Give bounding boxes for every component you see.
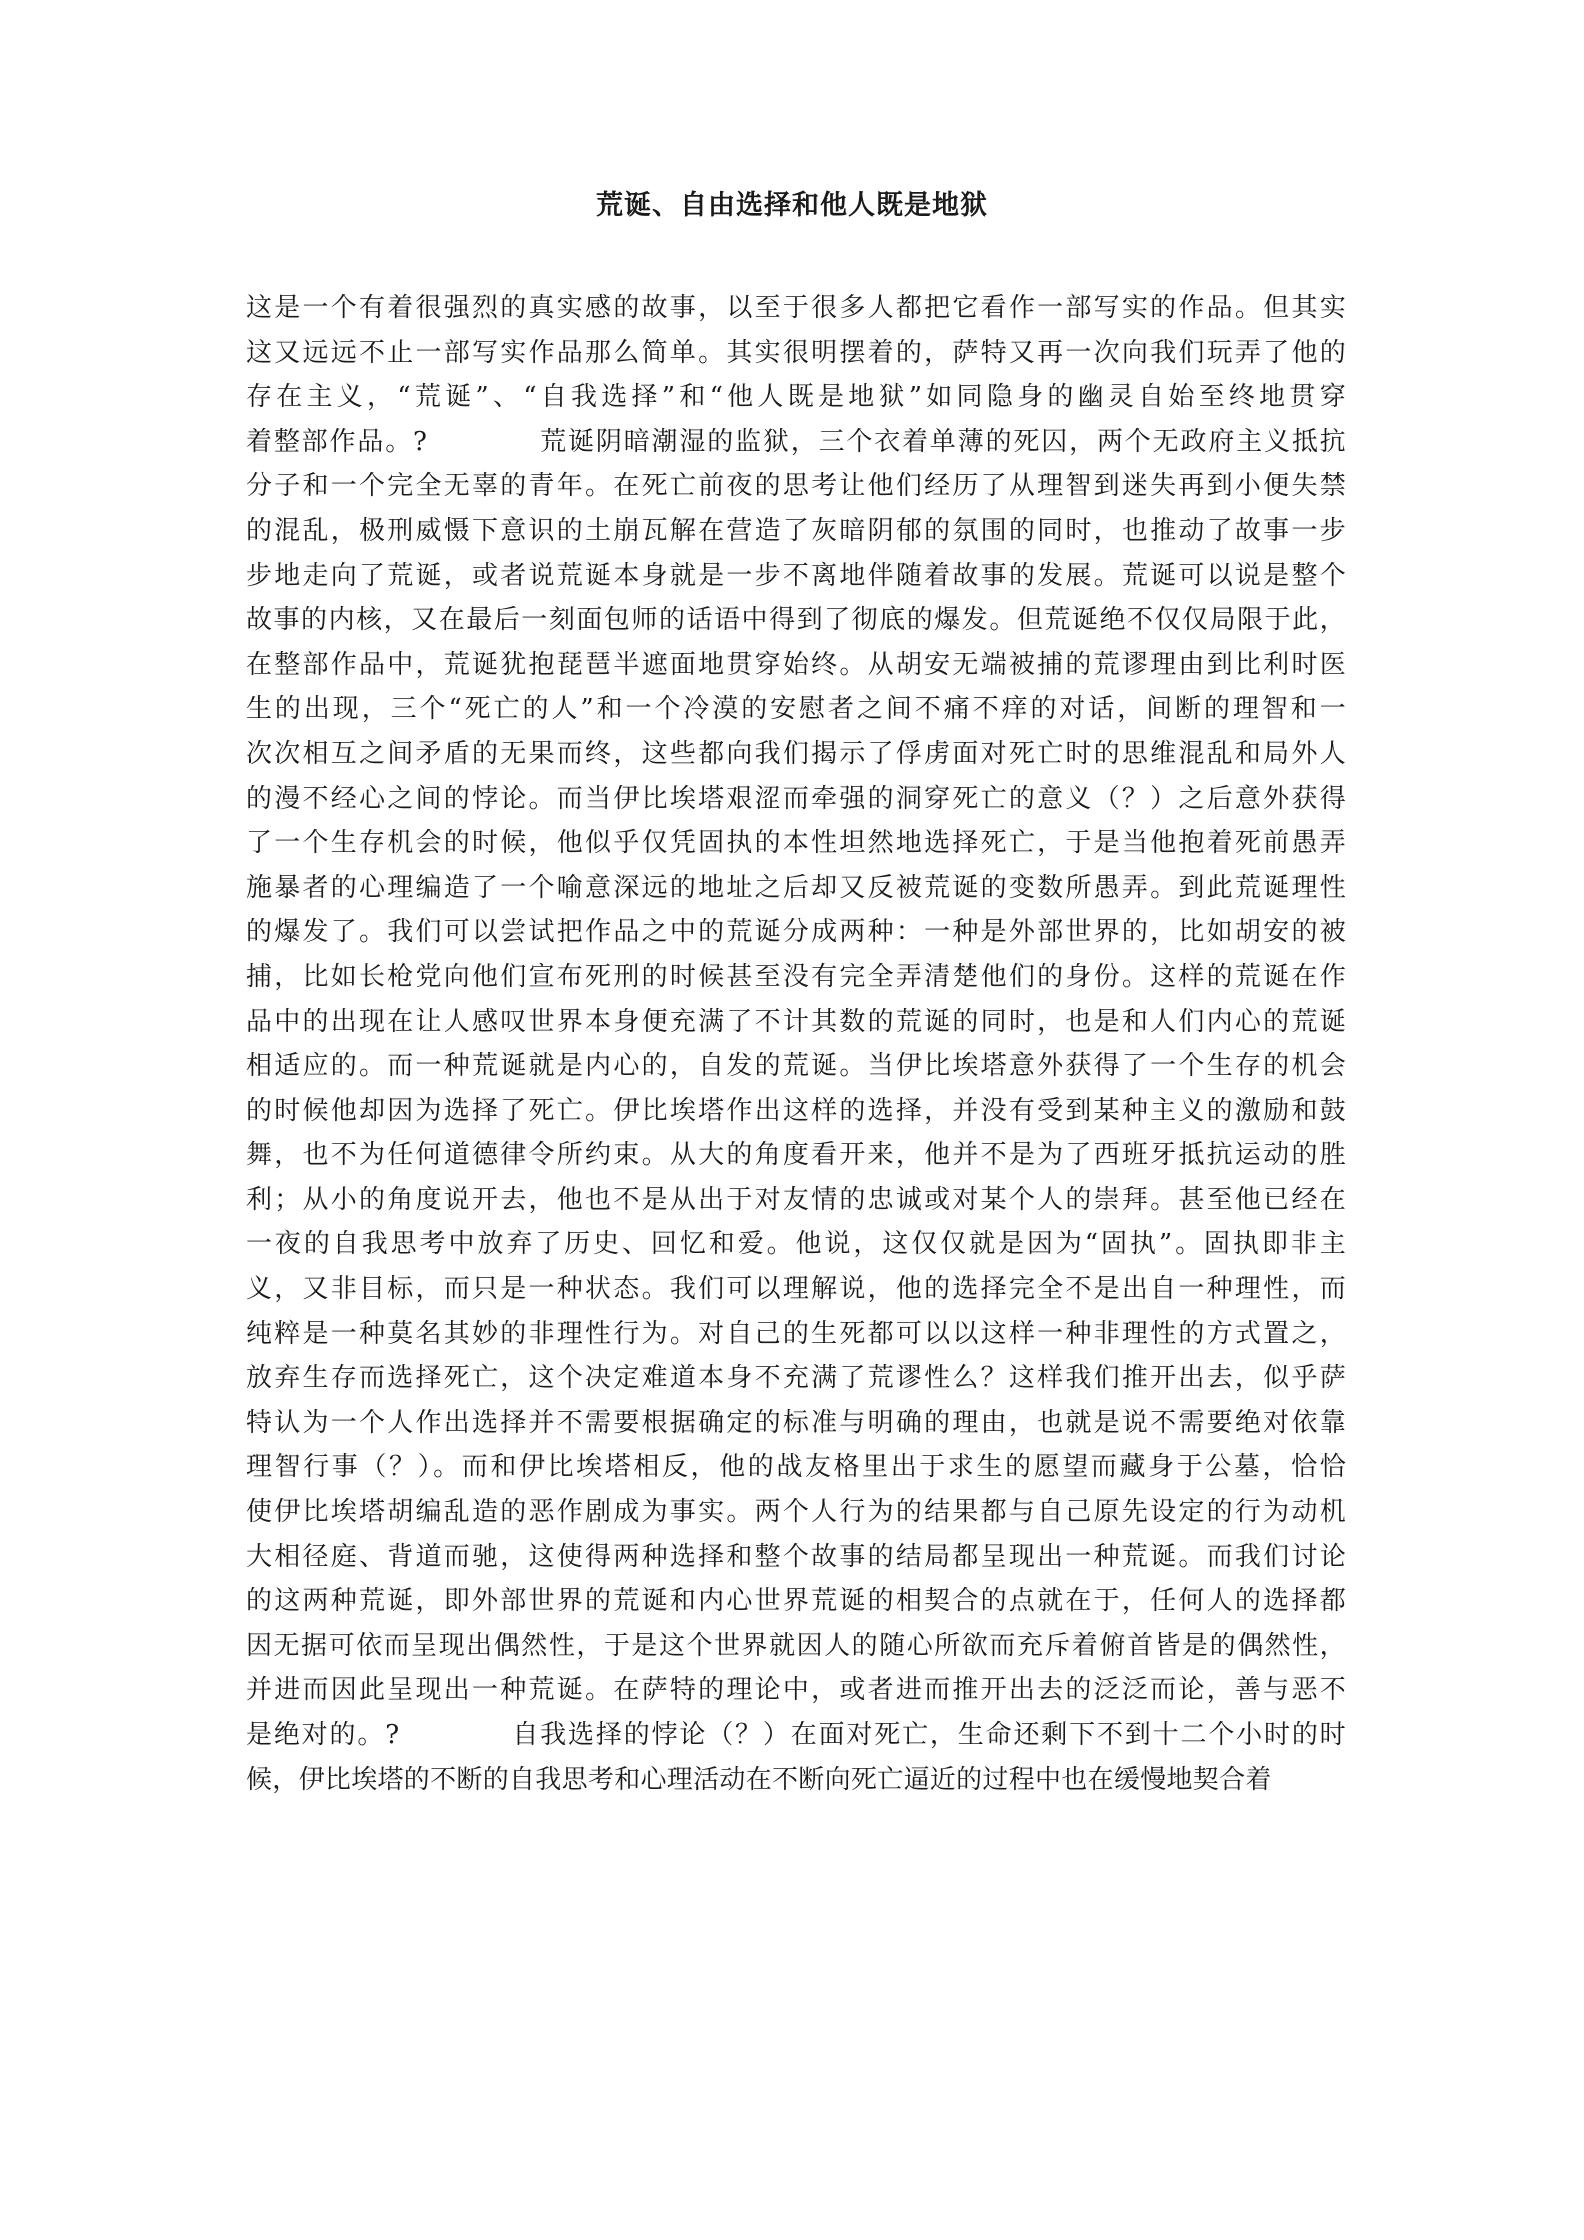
text-line: 的爆发了。我们可以尝试把作品之中的荒诞分成两种：一种是外部世界的，比如胡安的被 <box>246 917 1346 948</box>
text-line: 利；从小的角度说开去，他也不是从出于对友情的忠诚或对某个人的崇拜。甚至他已经在 <box>246 1184 1346 1215</box>
text-line: 存在主义，“荒诞”、“自我选择”和“他人既是地狱”如同隐身的幽灵自始至终地贯穿 <box>246 382 1346 413</box>
text-line: 舞，也不为任何道德律令所约束。从大的角度看开来，他并不是为了西班牙抵抗运动的胜 <box>246 1140 1346 1171</box>
text-line: 着整部作品。? 荒诞阴暗潮湿的监狱，三个衣着单薄的死囚，两个无政府主义抵抗 <box>246 426 1346 457</box>
text-line: 特认为一个人作出选择并不需要根据确定的标准与明确的理由，也就是说不需要绝对依靠 <box>246 1407 1346 1438</box>
text-line: 相适应的。而一种荒诞就是内心的，自发的荒诞。当伊比埃塔意外获得了一个生存的机会 <box>246 1051 1346 1082</box>
document-body <box>246 286 1346 1802</box>
text-line: 施暴者的心理编造了一个喻意深远的地址之后却又反被荒诞的变数所愚弄。到此荒诞理性 <box>246 872 1346 903</box>
text-line: 在整部作品中，荒诞犹抱琵琶半遮面地贯穿始终。从胡安无端被捕的荒谬理由到比利时医 <box>246 649 1346 680</box>
text-line: 放弃生存而选择死亡，这个决定难道本身不充满了荒谬性么？这样我们推开出去，似乎萨 <box>246 1363 1346 1394</box>
text-line: 是绝对的。? 自我选择的悖论（？）在面对死亡，生命还剩下不到十二个小时的时 <box>246 1720 1346 1750</box>
text-line: 的漫不经心之间的悖论。而当伊比埃塔艰涩而牵强的洞穿死亡的意义（？）之后意外获得 <box>246 783 1346 814</box>
text-line: 义，又非目标，而只是一种状态。我们可以理解说，他的选择完全不是出自一种理性，而 <box>246 1274 1346 1305</box>
text-line: 了一个生存机会的时候，他似乎仅凭固执的本性坦然地选择死亡，于是当他抱着死前愚弄 <box>246 828 1346 859</box>
text-line: 候，伊比埃塔的不断的自我思考和心理活动在不断向死亡逼近的过程中也在缓慢地契合着 <box>246 1764 1272 1795</box>
text-line: 分子和一个完全无辜的青年。在死亡前夜的思考让他们经历了从理智到迷失再到小便失禁 <box>246 471 1346 502</box>
text-line: 故事的内核，又在最后一刻面包师的话语中得到了彻底的爆发。但荒诞绝不仅仅局限于此， <box>246 605 1346 636</box>
text-line: 步地走向了荒诞，或者说荒诞本身就是一步不离地伴随着故事的发展。荒诞可以说是整个 <box>246 560 1346 591</box>
text-line: 大相径庭、背道而驰，这使得两种选择和整个故事的结局都呈现出一种荒诞。而我们讨论 <box>246 1541 1346 1572</box>
text-line: 捕，比如长枪党向他们宣布死刑的时候甚至没有完全弄清楚他们的身份。这样的荒诞在作 <box>246 961 1346 992</box>
document-title: 荒诞、自由选择和他人既是地狱 <box>596 190 988 221</box>
text-line: 理智行事（？）。而和伊比埃塔相反，他的战友格里出于求生的愿望而藏身于公墓，恰恰 <box>246 1452 1346 1483</box>
text-line: 因无据可依而呈现出偶然性，于是这个世界就因人的随心所欲而充斥着俯首皆是的偶然性， <box>246 1630 1346 1661</box>
text-line: 生的出现，三个“死亡的人”和一个冷漠的安慰者之间不痛不痒的对话，间断的理智和一 <box>246 694 1346 725</box>
text-line: 纯粹是一种莫名其妙的非理性行为。对自己的生死都可以以这样一种非理性的方式置之， <box>246 1318 1346 1349</box>
text-line: 的时候他却因为选择了死亡。伊比埃塔作出这样的选择，并没有受到某种主义的激励和鼓 <box>246 1095 1346 1126</box>
text-line: 品中的出现在让人感叹世界本身便充满了不计其数的荒诞的同时，也是和人们内心的荒诞 <box>246 1006 1346 1037</box>
text-line: 使伊比埃塔胡编乱造的恶作剧成为事实。两个人行为的结果都与自己原先设定的行为动机 <box>246 1497 1346 1528</box>
text-line: 这又远远不止一部写实作品那么简单。其实很明摆着的，萨特又再一次向我们玩弄了他的 <box>246 337 1346 368</box>
text-line: 这是一个有着很强烈的真实感的故事，以至于很多人都把它看作一部写实的作品。但其实 <box>246 293 1346 323</box>
text-line: 的混乱，极刑威慑下意识的土崩瓦解在营造了灰暗阴郁的氛围的同时，也推动了故事一步 <box>246 515 1346 546</box>
text-line: 并进而因此呈现出一种荒诞。在萨特的理论中，或者进而推开出去的泛泛而论，善与恶不 <box>246 1675 1346 1706</box>
text-line: 次次相互之间矛盾的无果而终，这些都向我们揭示了俘虏面对死亡时的思维混乱和局外人 <box>246 738 1346 769</box>
text-line: 一夜的自我思考中放弃了历史、回忆和爱。他说，这仅仅就是因为“固执”。固执即非主 <box>246 1229 1346 1260</box>
text-line: 的这两种荒诞，即外部世界的荒诞和内心世界荒诞的相契合的点就在于，任何人的选择都 <box>246 1586 1346 1617</box>
